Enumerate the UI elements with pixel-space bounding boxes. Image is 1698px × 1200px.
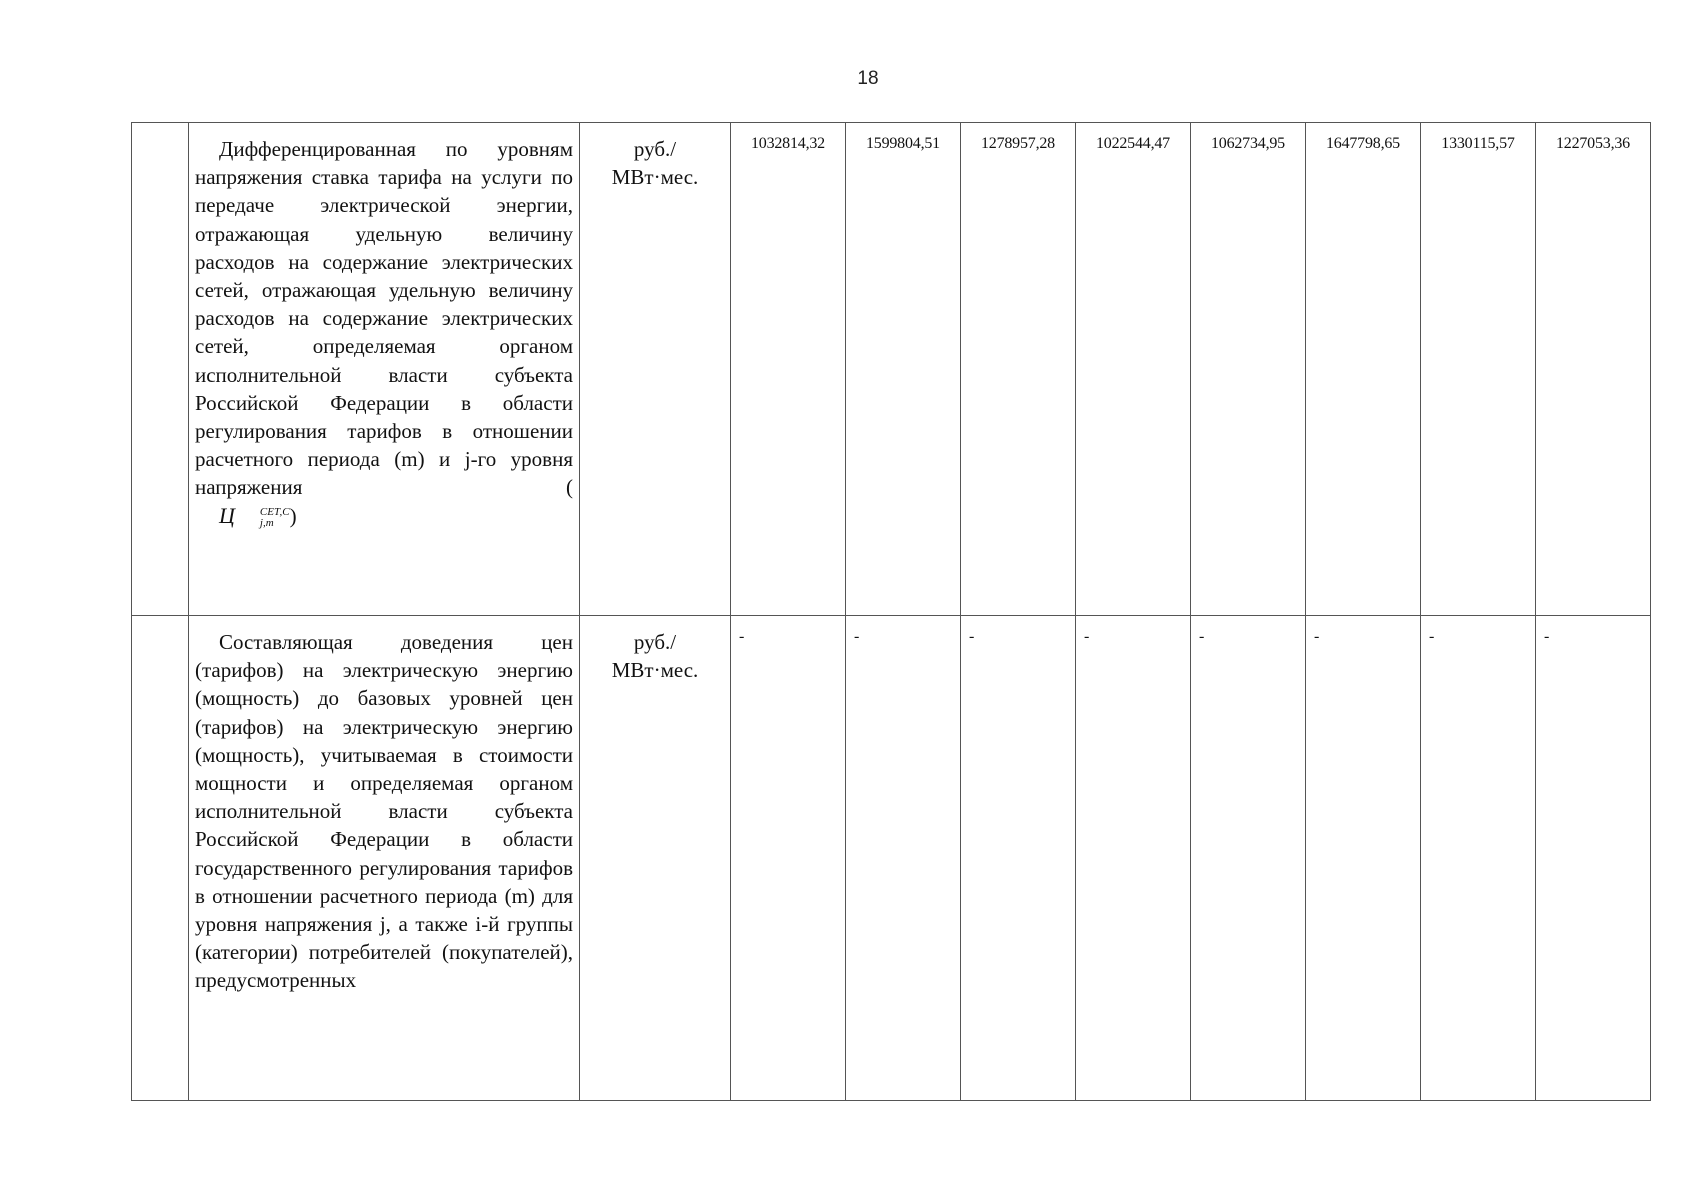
unit-cell — [580, 123, 731, 616]
formula-base: Ц — [219, 502, 235, 528]
formula-superscript: СЕТ,С — [259, 505, 290, 518]
page-number: 18 — [857, 68, 879, 89]
formula — [195, 502, 573, 530]
value-cell: - — [1536, 616, 1651, 1101]
formula-close: ) — [289, 503, 297, 528]
value-cell: 1022544,47 — [1076, 123, 1191, 616]
description-cell — [189, 616, 580, 1101]
value-cell: 1647798,65 — [1306, 123, 1421, 616]
table-row — [132, 616, 1651, 1101]
value-cell: 1330115,57 — [1421, 123, 1536, 616]
unit-line-2: МВт·мес. — [611, 658, 699, 682]
description-cell — [189, 123, 580, 616]
value-cell: - — [1421, 616, 1536, 1101]
description-text: Дифференцированная по уровням напряжения ставка тарифа на услуги по передаче электрической энергии, отражающая удельную величину расходов на содержание электрических сетей, отражающая удельную величину расходов на содержание электрических сетей, определяемая органом исполнительной власти субъекта Российской Федерации в области регулирования тарифов в отношении расчетного периода (m) и j-го уровня напряжения ( — [195, 137, 573, 500]
unit-line-2: МВт·мес. — [611, 165, 699, 189]
unit-cell — [580, 616, 731, 1101]
value-cell: - — [1191, 616, 1306, 1101]
formula-subscript: j,m — [259, 516, 274, 529]
tariff-table — [131, 122, 1651, 1101]
unit-line-1: руб./ — [633, 630, 677, 654]
value-cell: - — [961, 616, 1076, 1101]
value-cell: 1062734,95 — [1191, 123, 1306, 616]
value-cell: - — [731, 616, 846, 1101]
value-cell: 1599804,51 — [846, 123, 961, 616]
table-row — [132, 123, 1651, 616]
row-number-cell — [132, 616, 189, 1101]
value-cell: 1032814,32 — [731, 123, 846, 616]
description-text: Составляющая доведения цен (тарифов) на электрическую энергию (мощность) до базовых уровней цен (тарифов) на электрическую энергию (мощность), учитываемая в стоимости мощности и определяемая органом исполнительной власти субъекта Российской Федерации в области государственного регулирования тарифов в отношении расчетного периода (m) для уровня напряжения j, а также i-й группы (категории) потребителей (покупателей), предусмотренных — [195, 630, 573, 993]
value-cell: 1227053,36 — [1536, 123, 1651, 616]
unit-line-1: руб./ — [633, 137, 677, 161]
value-cell: 1278957,28 — [961, 123, 1076, 616]
row-number-cell — [132, 123, 189, 616]
value-cell: - — [1306, 616, 1421, 1101]
value-cell: - — [1076, 616, 1191, 1101]
value-cell: - — [846, 616, 961, 1101]
